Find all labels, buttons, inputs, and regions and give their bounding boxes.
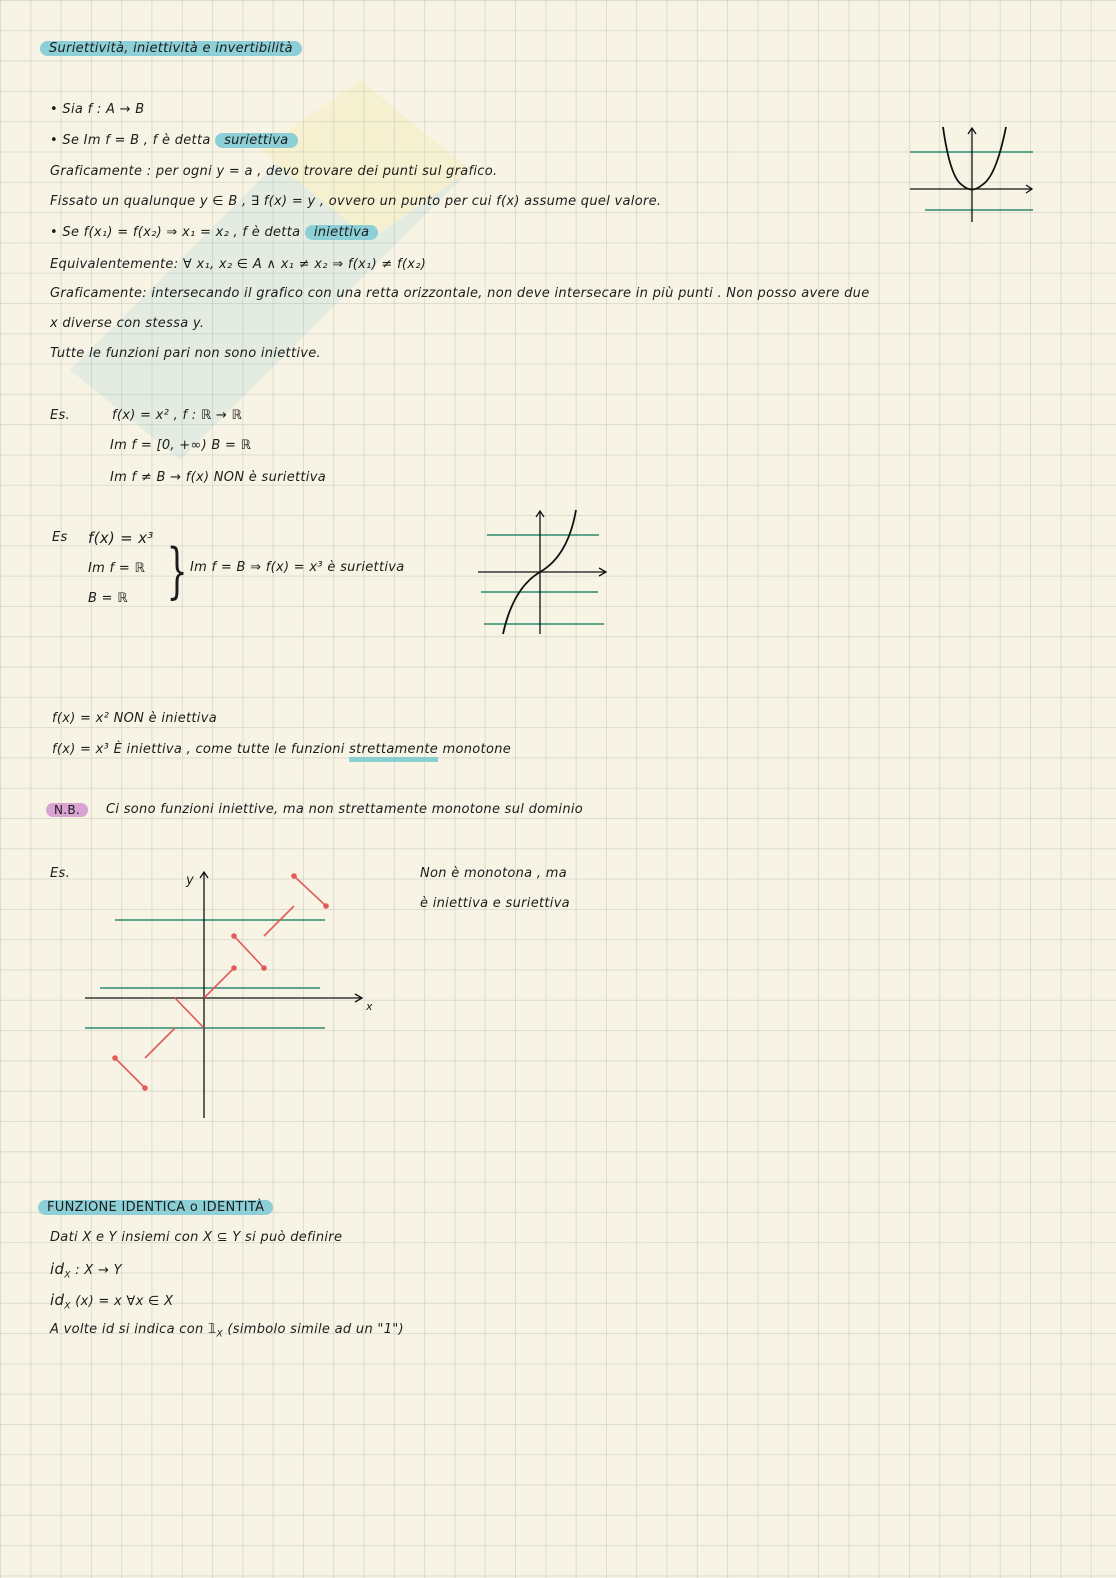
parabola-curve xyxy=(943,127,1006,190)
segment-endpoint xyxy=(292,874,296,878)
segment-7 xyxy=(294,876,326,906)
segment-4 xyxy=(204,968,234,998)
text-fissato: Fissato un qualunque y ∈ B , ∃ f(x) = y , ovvero un punto per cui f(x) assume quel valore. xyxy=(50,194,662,209)
example3-note1: Non è monotona , ma xyxy=(420,866,567,881)
example3-label: Es. xyxy=(50,866,71,881)
identity-line4: A volte id si indica con $𝟙_X$ (simbolo simile ad un "1") xyxy=(50,1322,404,1340)
segment-endpoint xyxy=(113,1056,117,1060)
segment-5 xyxy=(234,936,264,968)
example2-line1: f(x) = x³ xyxy=(88,529,154,547)
segment-6 xyxy=(264,906,294,936)
text-funzioni-pari: Tutte le funzioni pari non sono iniettive. xyxy=(50,346,321,361)
underline-strettamente: strettamente xyxy=(349,742,438,762)
segment-1 xyxy=(115,1058,145,1088)
piecewise-segments xyxy=(113,874,328,1090)
definition-line-sia: • Sia f : A → B xyxy=(50,102,145,117)
parabola-graph xyxy=(910,122,1040,227)
section-title-identity: FUNZIONE IDENTICA o IDENTITÀ xyxy=(38,1200,273,1216)
example2-line2: Im f = ℝ xyxy=(88,561,146,576)
section-title-surjectivity: Suriettività, iniettività e invertibilità xyxy=(40,41,302,57)
segment-endpoint xyxy=(262,966,266,970)
identity-line2: $id_X$ : X → Y xyxy=(50,1260,122,1281)
highlight-suriettiva: suriettiva xyxy=(215,133,297,148)
nb-badge: N.B. xyxy=(46,802,88,819)
definition-line-injective: • Se f(x₁) = f(x₂) ⇒ x₁ = x₂ , f è detta iniettiva xyxy=(50,225,378,241)
text-x-diverse: x diverse con stessa y. xyxy=(50,316,205,331)
identity-line3: $id_X$ (x) = x ∀x ∈ X xyxy=(50,1291,174,1312)
note-x2-not-injective: f(x) = x² NON è iniettiva xyxy=(52,711,217,726)
segment-endpoint xyxy=(143,1086,147,1090)
example1-label: Es. xyxy=(50,408,71,423)
note-x3-injective: f(x) = x³ È iniettiva , come tutte le funzioni strettamente monotone xyxy=(52,742,511,758)
segment-endpoint xyxy=(232,934,236,938)
text-graficamente-2: Graficamente: intersecando il grafico con una retta orizzontale, non deve intersecare in più punti . Non posso avere due xyxy=(50,286,870,301)
example3-y-label: y xyxy=(186,873,194,888)
segment-endpoint xyxy=(232,966,236,970)
example1-line3: Im f ≠ B → f(x) NON è suriettiva xyxy=(110,470,326,485)
example2-conclusion: Im f = B ⇒ f(x) = x³ è suriettiva xyxy=(190,560,405,575)
example1-line1: f(x) = x² , f : ℝ → ℝ xyxy=(112,408,243,423)
cubic-graph xyxy=(478,508,613,638)
segment-2 xyxy=(145,1028,175,1058)
definition-line-surjective: • Se Im f = B , f è detta suriettiva xyxy=(50,133,298,149)
text-graficamente-1: Graficamente : per ogni y = a , devo trovare dei punti sul grafico. xyxy=(50,164,498,179)
example1-line2: Im f = [0, +∞) B = ℝ xyxy=(110,438,252,453)
example3-note2: è iniettiva e suriettiva xyxy=(420,896,570,911)
text-equivalentemente: Equivalentemente: ∀ x₁, x₂ ∈ A ∧ x₁ ≠ x₂ ⇒ f(x₁) ≠ f(x₂) xyxy=(50,257,427,272)
example2-line3: B = ℝ xyxy=(88,591,128,606)
piecewise-graph xyxy=(80,866,380,1126)
example3-x-label: x xyxy=(366,1000,373,1013)
brace: } xyxy=(166,536,188,606)
highlight-iniettiva: iniettiva xyxy=(305,225,379,240)
identity-line1: Dati X e Y insiemi con X ⊆ Y si può definire xyxy=(50,1230,343,1245)
segment-endpoint xyxy=(324,904,328,908)
nb-text: Ci sono funzioni iniettive, ma non strettamente monotone sul dominio xyxy=(106,802,584,817)
segment-3 xyxy=(175,998,204,1028)
example2-label: Es xyxy=(52,530,68,545)
